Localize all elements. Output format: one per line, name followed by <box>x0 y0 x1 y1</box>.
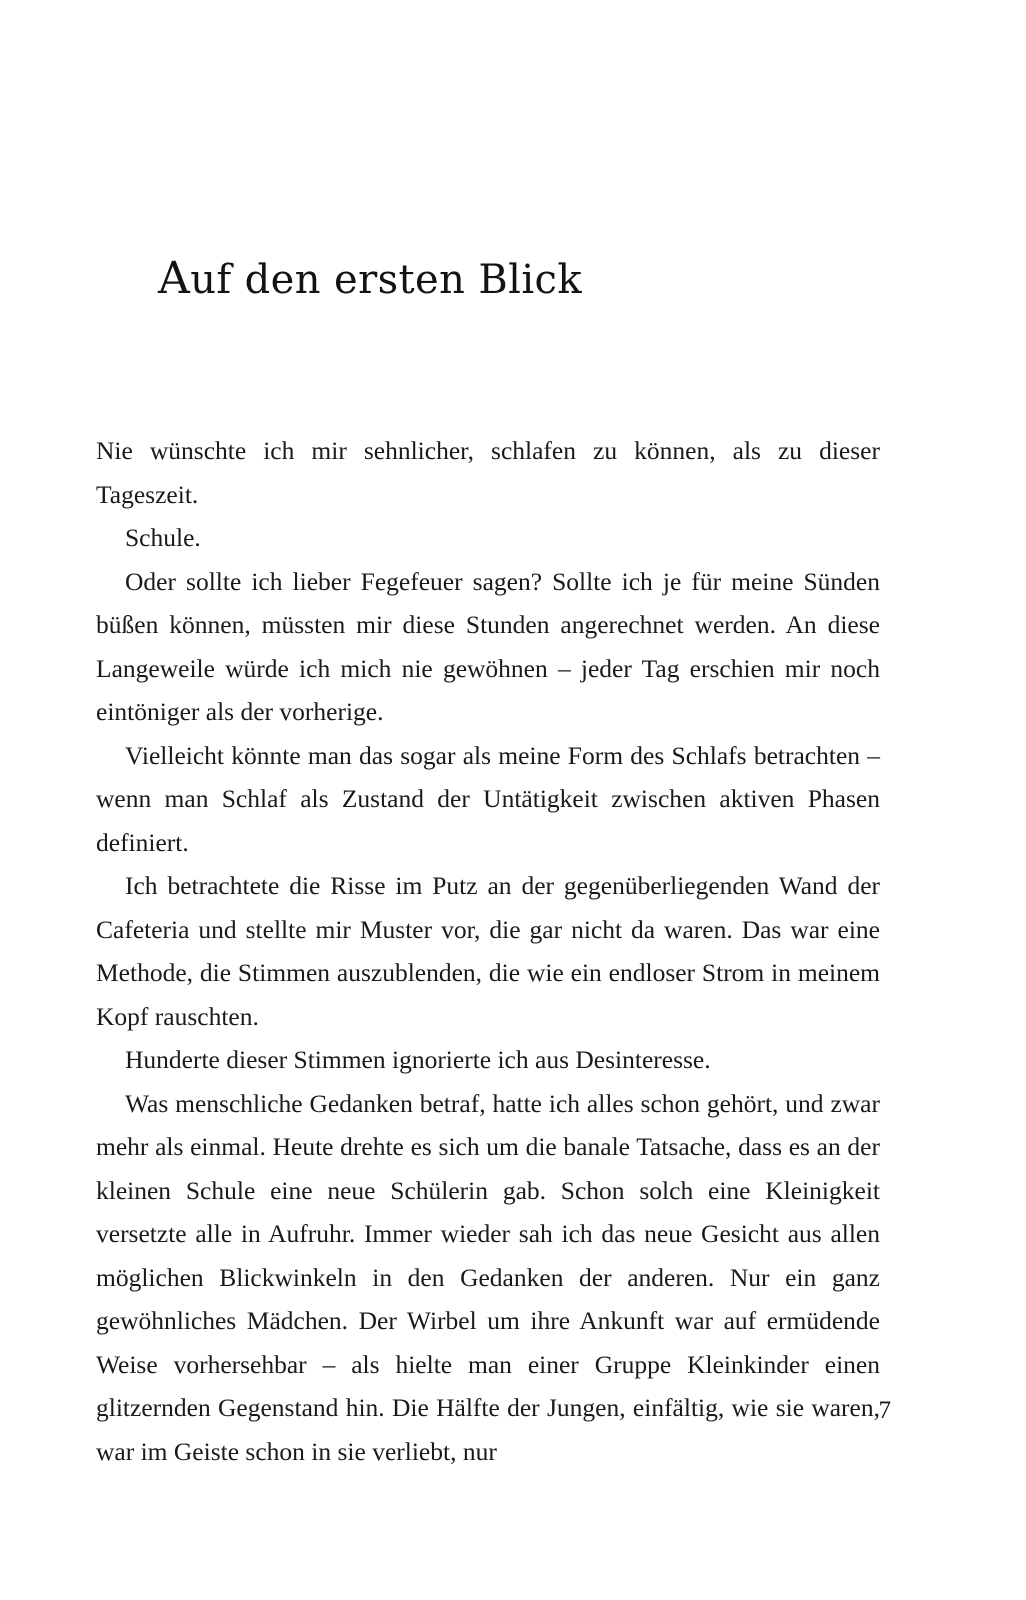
paragraph: Hunderte dieser Stimmen ignorierte ich aus Desinteresse. <box>125 1045 711 1075</box>
paragraph: Was menschliche Gedanken betraf, hatte ich alles schon gehört, und zwar mehr als einmal. Heute drehte es sich um die banale Tatsache, dass es an der kleinen Schule eine neue Schülerin gab. Schon solch eine Kleinigkeit versetzte alle in Aufruhr. Immer wieder sah ich das neue Gesicht aus allen möglichen Blickwinkeln in den Gedanken der anderen. Nur ein ganz gewöhnliches Mädchen. Der Wirbel um ihre Ankunft war auf ermüdende Weise vorhersehbar – als hielte man einer Gruppe Kleinkinder einen glitzernden Gegenstand hin. Die Hälfte der Jungen, einfältig, wie sie waren, war im Geiste schon in sie verliebt, nur <box>96 1088 880 1466</box>
chapter-title-initial: A <box>158 253 191 304</box>
body-text <box>96 429 880 1473</box>
paragraph: Vielleicht könnte man das sogar als meine Form des Schlafs betrachten – wenn man Schlaf als Zustand der Untätigkeit zwischen aktiven Phasen definiert. <box>96 740 880 857</box>
text-column <box>96 255 880 1473</box>
paragraph: Oder sollte ich lieber Fegefeuer sagen? Sollte ich je für meine Sünden büßen können, müssten mir diese Stunden angerechnet werden. An diese Langeweile würde ich mich nie gewöhnen – jeder Tag erschien mir noch eintöniger als der vorherige. <box>96 566 880 727</box>
paragraph: Schule. <box>125 523 201 553</box>
page-number: 7 <box>878 1397 891 1424</box>
paragraph: Ich betrachtete die Risse im Putz an der gegenüberliegenden Wand der Cafeteria und stellte mir Muster vor, die gar nicht da waren. Das war eine Methode, die Stimmen auszublenden, die wie ein endloser Strom in meinem Kopf rauschten. <box>96 871 880 1031</box>
paragraph: Nie wünschte ich mir sehnlicher, schlafen zu können, als zu dieser Tageszeit. <box>96 436 880 509</box>
chapter-title <box>158 255 880 303</box>
chapter-title-rest: uf den ersten Blick <box>190 257 582 303</box>
